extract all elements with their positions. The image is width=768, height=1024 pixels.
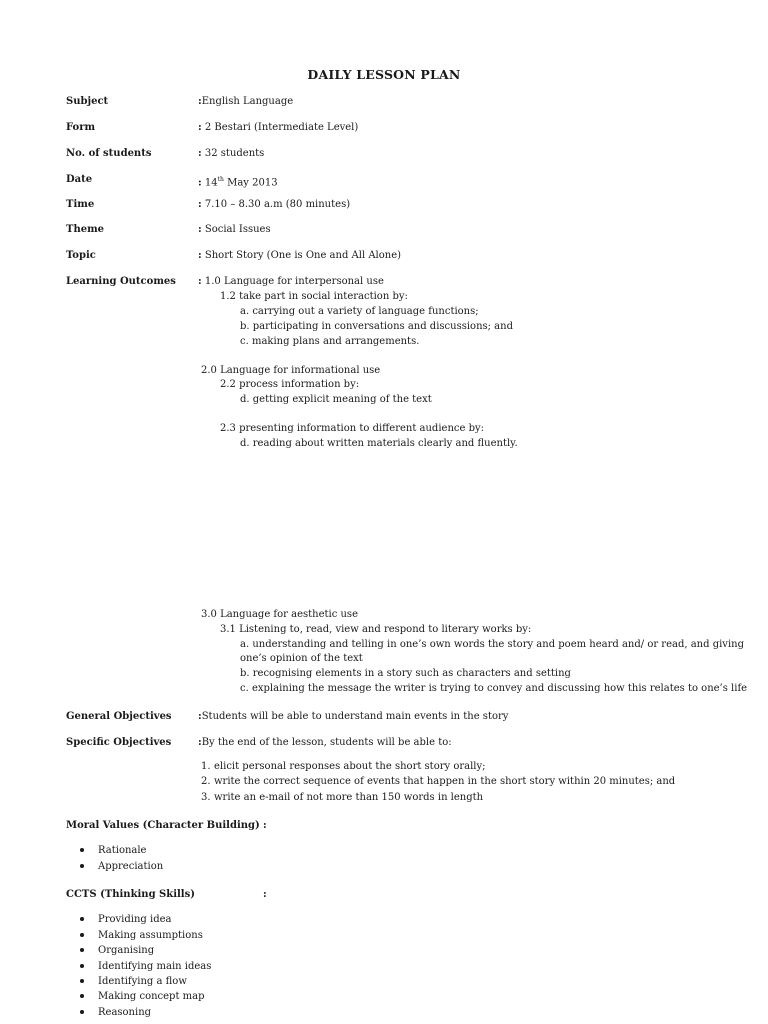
outcome-1-2: 1.2 take part in social interaction by:: [220, 291, 408, 302]
form-label: Form: [66, 122, 96, 133]
bullet-icon: [80, 1010, 84, 1014]
outcome-3-1: 3.1 Listening to, read, view and respond to literary works by:: [220, 624, 532, 635]
colon: :: [198, 737, 202, 748]
colon: :: [198, 148, 202, 159]
ccts-item: Providing idea: [98, 914, 172, 925]
ccts-item: Identifying main ideas: [98, 961, 212, 972]
outcome-1-2b: b. participating in conversations and discussions; and: [240, 321, 513, 332]
ccts-item: Organising: [98, 945, 155, 956]
colon: :: [198, 177, 202, 189]
colon: :: [198, 224, 202, 235]
bullet-icon: [80, 933, 84, 937]
outcome-2-2d: d. getting explicit meaning of the text: [240, 394, 432, 405]
ccts-item: Making concept map: [98, 991, 205, 1002]
objective-number: 2.: [201, 776, 211, 787]
objective-number: 1.: [201, 761, 211, 772]
bullet-icon: [80, 848, 84, 852]
bullet-icon: [80, 917, 84, 921]
moral-value-item: Rationale: [98, 845, 147, 856]
form-value: [198, 122, 358, 134]
bullet-icon: [80, 864, 84, 868]
students-text: 32 students: [204, 148, 265, 159]
bullet-icon: [80, 948, 84, 952]
colon: :: [198, 276, 202, 287]
ccts-colon: :: [263, 889, 267, 900]
date-label: Date: [66, 174, 93, 185]
objective-number: 3.: [201, 792, 211, 803]
theme-text: Social Issues: [204, 224, 271, 235]
date-value: [198, 174, 278, 189]
outcome-3-1a: a. understanding and telling in one’s own words the story and poem heard and/ or read, and giving: [240, 639, 744, 650]
colon: :: [198, 711, 202, 722]
colon: :: [198, 122, 202, 133]
outcome-1-text: 1.0 Language for interpersonal use: [204, 276, 384, 287]
subject-label: Subject: [66, 96, 109, 107]
outcome-1-2a: a. carrying out a variety of language functions;: [240, 306, 479, 317]
topic-value: [198, 250, 401, 262]
objective-item: elicit personal responses about the short story orally;: [214, 761, 486, 772]
ccts-item: Making assumptions: [98, 930, 203, 941]
time-value: [198, 199, 350, 211]
date-suffix: th: [217, 176, 224, 183]
learning-outcomes-label: Learning Outcomes: [66, 276, 176, 287]
outcome-3-1a-cont: one’s opinion of the text: [240, 653, 363, 664]
moral-values-label: Moral Values (Character Building): [66, 820, 260, 831]
topic-label: Topic: [66, 250, 96, 261]
ccts-label: CCTS (Thinking Skills): [66, 889, 195, 900]
outcome-3-1c: c. explaining the message the writer is trying to convey and discussing how this relates to one’s life: [240, 683, 748, 694]
outcome-2: 2.0 Language for informational use: [201, 365, 381, 376]
ccts-item: Reasoning: [98, 1007, 152, 1018]
outcome-3: 3.0 Language for aesthetic use: [201, 609, 358, 620]
outcome-2-2: 2.2 process information by:: [220, 379, 360, 390]
colon: :: [198, 250, 202, 261]
objective-item: write the correct sequence of events that happen in the short story within 20 minutes; and: [214, 776, 676, 787]
specific-objectives-text: By the end of the lesson, students will be able to:: [201, 737, 452, 748]
bullet-icon: [80, 994, 84, 998]
time-label: Time: [66, 199, 95, 210]
general-objectives-value: [198, 711, 508, 723]
colon: :: [198, 199, 202, 210]
specific-objectives-value: [198, 737, 452, 749]
subject-value: [198, 96, 293, 108]
theme-value: [198, 224, 271, 236]
objective-item: write an e-mail of not more than 150 words in length: [214, 792, 484, 803]
outcome-3-1b: b. recognising elements in a story such as characters and setting: [240, 668, 571, 679]
form-text: 2 Bestari (Intermediate Level): [204, 122, 359, 133]
time-text: 7.10 – 8.30 a.m (80 minutes): [204, 199, 351, 210]
outcome-1-2c: c. making plans and arrangements.: [240, 336, 420, 347]
bullet-icon: [80, 964, 84, 968]
students-label: No. of students: [66, 148, 152, 159]
outcome-2-3d: d. reading about written materials clearly and fluently.: [240, 438, 518, 449]
date-rest: May 2013: [223, 177, 278, 189]
moral-values-colon: :: [263, 820, 267, 831]
colon: :: [198, 96, 202, 107]
ccts-item: Identifying a flow: [98, 976, 187, 987]
topic-text: Short Story (One is One and All Alone): [204, 250, 402, 261]
general-objectives-text: Students will be able to understand main events in the story: [201, 711, 509, 722]
outcome-1: [198, 276, 384, 288]
subject-text: English Language: [201, 96, 294, 107]
general-objectives-label: General Objectives: [66, 711, 172, 722]
moral-value-item: Appreciation: [98, 861, 164, 872]
outcome-2-3: 2.3 presenting information to different audience by:: [220, 423, 485, 434]
date-day: 14: [204, 177, 218, 189]
specific-objectives-label: Specific Objectives: [66, 737, 172, 748]
page-title: DAILY LESSON PLAN: [307, 67, 461, 82]
theme-label: Theme: [66, 224, 105, 235]
bullet-icon: [80, 979, 84, 983]
students-value: [198, 148, 264, 160]
